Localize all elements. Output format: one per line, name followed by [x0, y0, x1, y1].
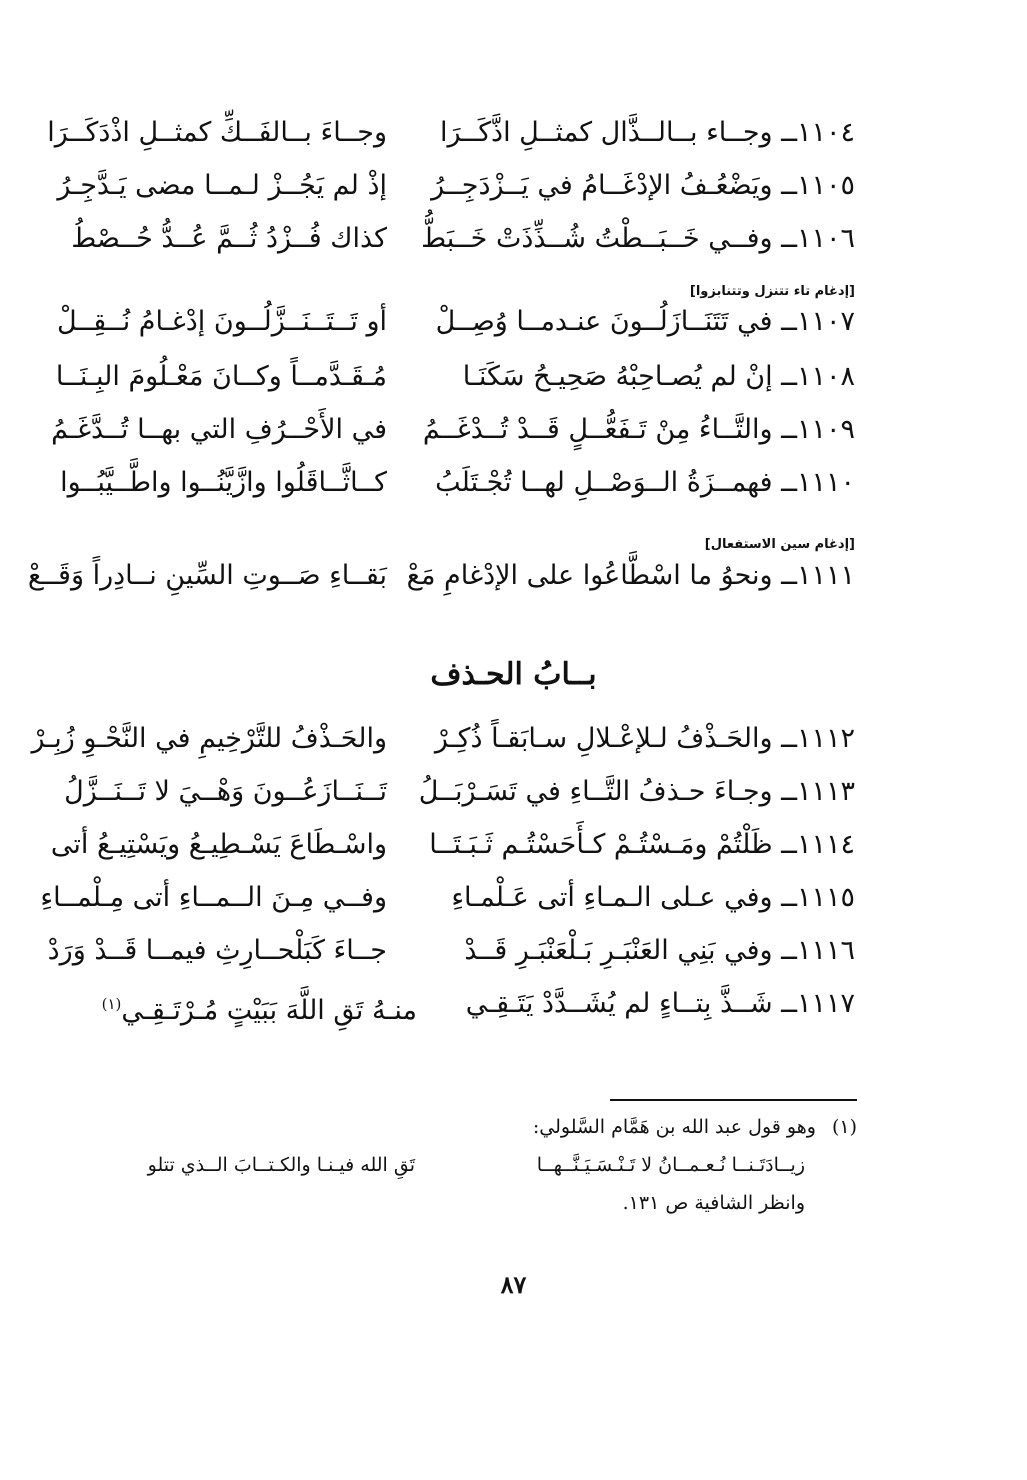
verse-first-hemistich: ١١١٧ــ شَــذَّ بِتــاءٍ لم يُشَــدَّدْ يَتَـقِـي [465, 988, 855, 1019]
footnote-reference: وانظر الشافية ص ١٣١. [622, 1192, 805, 1214]
footnote-number: (١) [831, 1116, 857, 1138]
verse-second-hemistich: تَــنَــازَعُــونَ وَهْــيَ لا تَــنَــزَّلُ [64, 776, 387, 807]
verse-row [0, 461, 1027, 505]
verse-first-hemistich: ١١١٣ــ وجـاءَ حـذفُ التَّــاءِ في تَسَـرْبَــلُ [418, 776, 855, 807]
verse-first-hemistich: ١١١٥ــ وفي عـلى الـمـاءِ أتى عَـلْمـاءِ [451, 882, 855, 913]
verse-second-hemistich: كــاثَّــاقَلُوا وازَّيَّنُــوا واطَّــيَّبُــوا [60, 467, 387, 498]
verse-row [0, 164, 1027, 208]
footnote-divider [610, 1099, 857, 1101]
verse-first-hemistich: ١١١٤ــ ظَلْتُمْ ومَـسْتُـمْ كـأَحَسْتُـم ثَـبَـتَــا [429, 829, 855, 860]
section-note: [إدغام سين الاستفعال] [704, 537, 855, 552]
verse-second-hemistich: إذْ لم يَجُــزْ لـمــا مضى يَـدَّجِـرُ [57, 170, 387, 201]
verse-first-hemistich: ١١٠٨ــ إنْ لم يُصـاحِبْهُ صَحِيـحُ سَكَنَـا [462, 361, 855, 392]
verse-second-hemistich: والحَـذْفُ للتَّرْخِيمِ في النَّحْـوِ زُبِـرْ [31, 723, 387, 754]
verse-row [0, 554, 1027, 598]
verse-second-hemistich [77, 982, 417, 1033]
verse-first-hemistich: ١١١٠ــ فهمــزَةُ الــوَصْــلِ لهــا تُجْـتَلَبُ [435, 467, 855, 498]
verse-second-text: منـهُ تَقِ اللَّهَ بَبَيْتٍ مُـرْتَـقِـي [121, 995, 417, 1026]
footnote-marker: (١) [101, 995, 122, 1013]
verse-row [0, 770, 1027, 814]
verse-row [0, 111, 1027, 155]
verse-second-hemistich: كذاك فُــزْدُ ثُــمَّ عُــدُّ حُــصْطُ [71, 223, 387, 254]
verse-second-hemistich: في الأَحْــرُفِ التي بهــا تُــدَّغَـمُ [51, 414, 387, 445]
verse-row [0, 982, 1027, 1026]
verse-second-hemistich: مُـقَـدَّمــاً وكــانَ مَعْـلُومَ البِـنَــا [55, 361, 387, 392]
verse-second-hemistich: وجــاءَ بــالفَــكِّ كمثــلِ اذْدَكَــرَا [47, 117, 387, 148]
verse-first-hemistich: ١١٠٦ــ وفــي خَــبَــطْتُ شُــذِّذَتْ خَــبَطُّ [421, 223, 855, 254]
verse-row [0, 217, 1027, 261]
verse-first-hemistich: ١١١٦ــ وفي بَنِي العَنْبَـرِ بَـلْعَنْبَـرِ قَــدْ [464, 935, 855, 966]
chapter-heading: بــابُ الحـذف [430, 657, 597, 692]
footnote-verse-first: زيــادَتَـنــا نُـعـمــانُ لا تَـنْـسَـيَـنَّــهــا [536, 1154, 805, 1176]
verse-row [0, 408, 1027, 452]
verse-row [0, 355, 1027, 399]
verse-row [0, 876, 1027, 920]
verse-first-hemistich: ١١١٢ــ والحَـذْفُ لـلإعْـلالِ سـابَقـاً ذُكِـرْ [434, 723, 855, 754]
verse-row [0, 823, 1027, 867]
page-number: ٨٧ [500, 1270, 527, 1299]
verse-first-hemistich: ١١٠٩ــ والتَّــاءُ مِنْ تَـفَعُّــلٍ قَــدْ تُــدْغَــمُ [422, 414, 855, 445]
verse-first-hemistich: ١١٠٤ــ وجــاء بــالــذَّال كمثــلِ اذَّكَــرَا [439, 117, 855, 148]
verse-second-hemistich: واسْـطَاعَ يَسْـطِيـعُ ويَسْتِيـعُ أتى [50, 829, 387, 860]
verse-second-hemistich: وفــي مِـنَ الــمــاءِ أتى مِـلْمــاءِ [40, 882, 387, 913]
footnote-verse-second: تَقِ الله فيـنـا والكـتــابَ الــذي تتلو [147, 1154, 415, 1176]
verse-row [0, 717, 1027, 761]
verse-row [0, 300, 1027, 344]
verse-first-hemistich: ١١١١ــ ونحوُ ما اسْطَّاعُوا على الإدْغامِ مَعْ [406, 560, 855, 591]
verse-first-hemistich: ١١٠٥ــ ويَضْعُـفُ الإدْغَــامُ في يَــزْدَجِــرُ [431, 170, 855, 201]
verse-second-hemistich: جــاءَ كَبَلْحــارِثِ فيمــا قَــدْ وَرَدْ [47, 935, 387, 966]
verse-row [0, 929, 1027, 973]
verse-second-hemistich: بَقــاءِ صَــوتِ السِّينِ نــادِراً وَقَــعْ [27, 560, 387, 591]
section-note: [إدغام تاء تتنزل وتتنابزوا] [689, 284, 855, 299]
footnote-attribution: وهو قول عبد الله بن هَمَّام السَّلولي: [532, 1116, 816, 1138]
verse-first-hemistich: ١١٠٧ــ في تَتَنَــازَلُــونَ عنـدمــا وُصِــلْ [435, 306, 855, 337]
verse-second-hemistich: أو تَــتَــنَــزَّلُــونَ إدْغـامُ نُــقِــلْ [56, 306, 387, 337]
footnote-line [533, 1110, 857, 1144]
